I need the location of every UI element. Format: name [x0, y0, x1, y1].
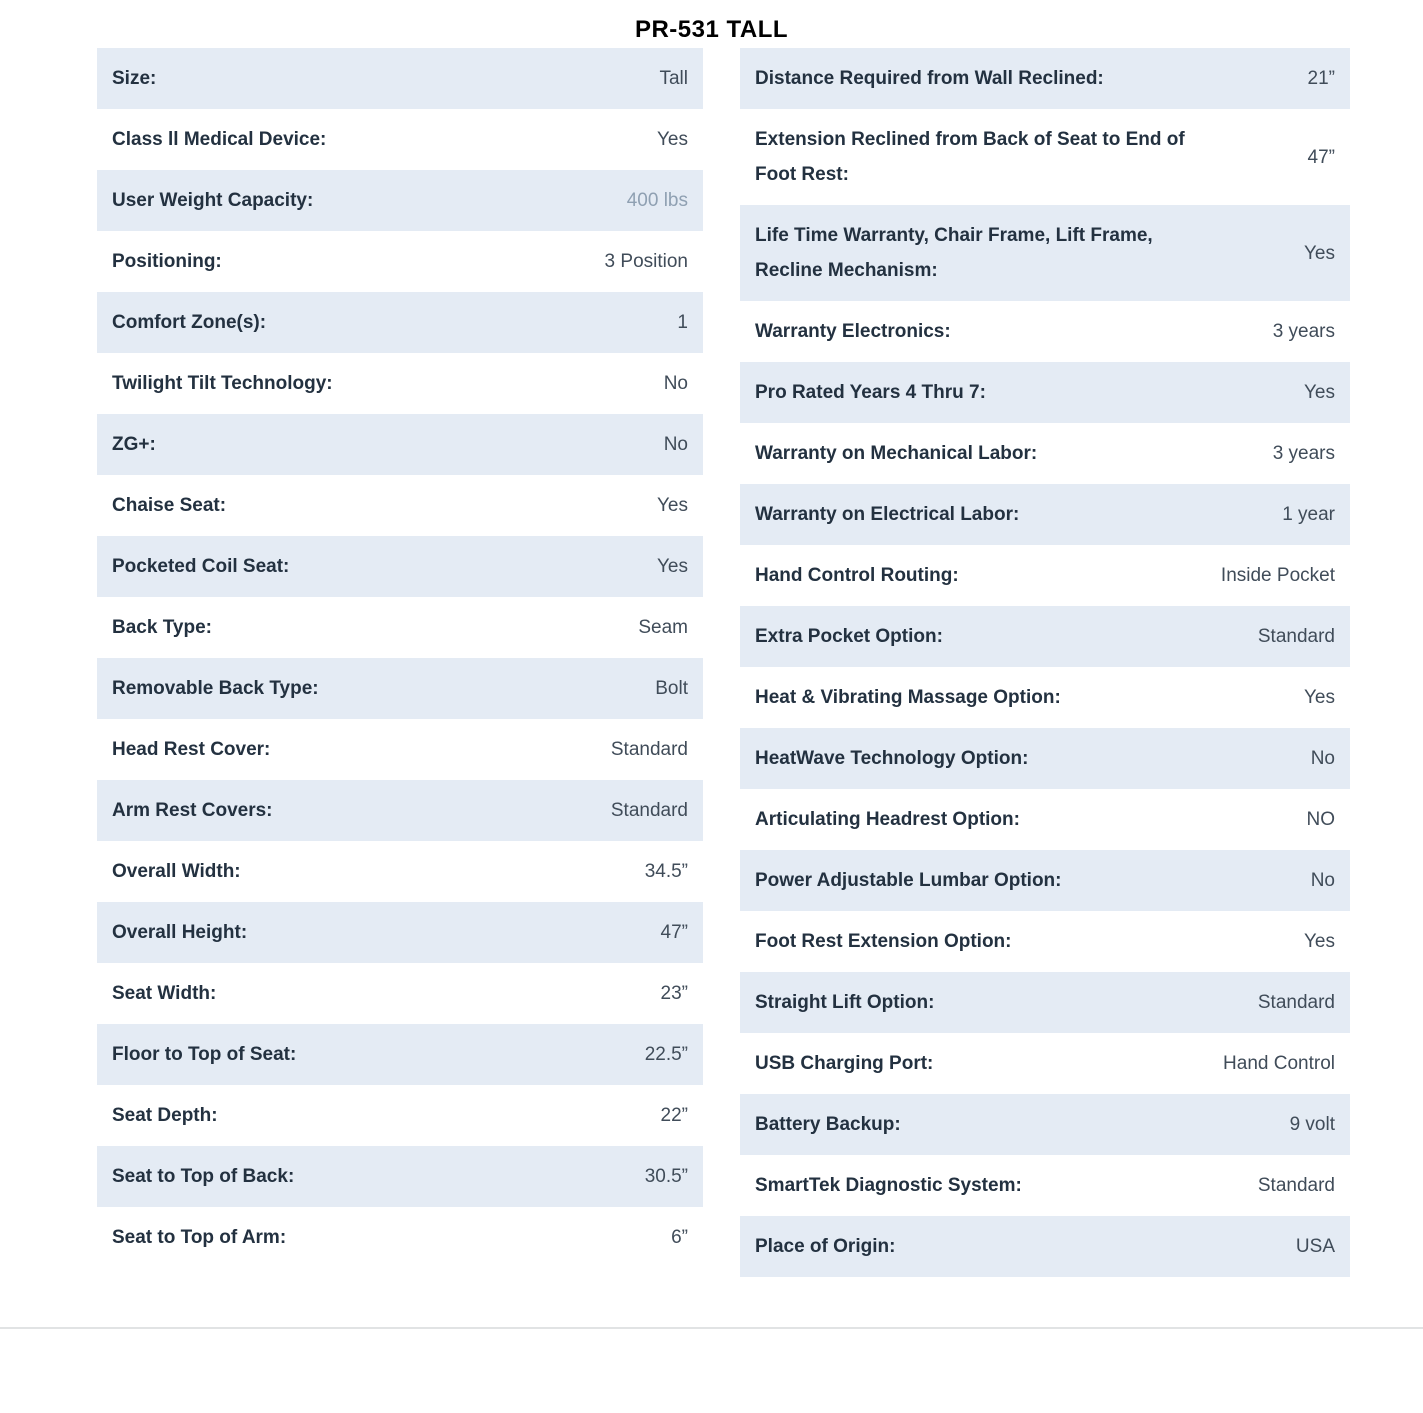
spec-row: [740, 1094, 1350, 1155]
spec-label: USB Charging Port:: [755, 1053, 934, 1074]
spec-label: Place of Origin:: [755, 1236, 896, 1257]
spec-row: [740, 789, 1350, 850]
spec-value: 6”: [671, 1227, 688, 1248]
spec-value: 23”: [660, 983, 688, 1004]
spec-value: Hand Control: [1223, 1053, 1335, 1074]
spec-value: Inside Pocket: [1220, 565, 1335, 586]
spec-label: Positioning:: [112, 251, 222, 272]
spec-row: [97, 1085, 703, 1146]
spec-row: [740, 911, 1350, 972]
spec-row: [97, 963, 703, 1024]
spec-row: [97, 1207, 703, 1268]
spec-label: Seat Depth:: [112, 1105, 218, 1126]
spec-label: Hand Control Routing:: [755, 565, 959, 586]
spec-label: Warranty on Electrical Labor:: [755, 504, 1020, 525]
spec-label: Comfort Zone(s):: [112, 312, 267, 333]
spec-row: [740, 667, 1350, 728]
spec-row: [740, 606, 1350, 667]
spec-label: Twilight Tilt Technology:: [112, 373, 333, 394]
spec-row: [740, 205, 1350, 301]
spec-label: Straight Lift Option:: [755, 992, 935, 1013]
spec-label: Extension Reclined from Back of Seat to End of Foot Rest:: [755, 129, 1185, 185]
spec-row: [740, 48, 1350, 109]
spec-row: [97, 48, 703, 109]
spec-value: Yes: [1304, 242, 1335, 264]
spec-value: 34.5”: [644, 861, 688, 882]
spec-label: Removable Back Type:: [112, 678, 319, 699]
spec-value: 3 years: [1272, 321, 1335, 342]
spec-row: [740, 972, 1350, 1033]
spec-value: 400 lbs: [626, 190, 688, 211]
spec-value: 47”: [1307, 146, 1335, 168]
spec-row: [740, 109, 1350, 205]
spec-value: Standard: [610, 739, 688, 760]
spec-row: [97, 475, 703, 536]
spec-row: [97, 1024, 703, 1085]
spec-value: Yes: [1304, 382, 1335, 403]
spec-label: Warranty on Mechanical Labor:: [755, 443, 1038, 464]
spec-value: 30.5”: [644, 1166, 688, 1187]
spec-row: [97, 841, 703, 902]
spec-value: Standard: [1257, 992, 1335, 1013]
spec-label: Power Adjustable Lumbar Option:: [755, 870, 1062, 891]
spec-row: [97, 109, 703, 170]
spec-label: Overall Width:: [112, 861, 241, 882]
spec-value: 47”: [660, 922, 688, 943]
spec-value: 1 year: [1282, 504, 1335, 525]
spec-label: Warranty Electronics:: [755, 321, 951, 342]
spec-label: Pro Rated Years 4 Thru 7:: [755, 382, 986, 403]
spec-label: Life Time Warranty, Chair Frame, Lift Frame, Recline Mechanism:: [755, 225, 1153, 281]
spec-label: Pocketed Coil Seat:: [112, 556, 290, 577]
spec-value: Yes: [657, 129, 688, 150]
spec-row: [740, 850, 1350, 911]
spec-label: Articulating Headrest Option:: [755, 809, 1020, 830]
spec-value: Yes: [657, 495, 688, 516]
spec-row: [740, 484, 1350, 545]
spec-label: User Weight Capacity:: [112, 190, 314, 211]
spec-label: Floor to Top of Seat:: [112, 1044, 297, 1065]
spec-row: [740, 1216, 1350, 1277]
spec-value: Standard: [1257, 626, 1335, 647]
spec-row: [740, 1033, 1350, 1094]
spec-label: Head Rest Cover:: [112, 739, 271, 760]
spec-row: [97, 780, 703, 841]
spec-label: Seat to Top of Back:: [112, 1166, 295, 1187]
spec-value: No: [663, 373, 688, 394]
spec-label: Size:: [112, 68, 157, 89]
spec-label: Extra Pocket Option:: [755, 626, 943, 647]
spec-row: [740, 362, 1350, 423]
spec-value: 3 Position: [604, 251, 688, 272]
spec-label: Seat to Top of Arm:: [112, 1227, 287, 1248]
spec-value: Tall: [659, 68, 688, 89]
spec-value: 22”: [660, 1105, 688, 1126]
spec-row: [97, 1146, 703, 1207]
spec-row: [97, 719, 703, 780]
spec-row: [97, 597, 703, 658]
spec-label: Chaise Seat:: [112, 495, 227, 516]
spec-column-left: [97, 48, 703, 1268]
spec-value: Yes: [657, 556, 688, 577]
spec-value: 3 years: [1272, 443, 1335, 464]
spec-row: [97, 170, 703, 231]
spec-value: Yes: [1304, 687, 1335, 708]
spec-row: [740, 545, 1350, 606]
spec-label: Overall Height:: [112, 922, 248, 943]
spec-value: 9 volt: [1289, 1114, 1335, 1135]
spec-column-right: [740, 48, 1350, 1277]
spec-row: [97, 414, 703, 475]
spec-row: [97, 292, 703, 353]
spec-label: Battery Backup:: [755, 1114, 901, 1135]
spec-value: Seam: [638, 617, 688, 638]
spec-value: No: [1310, 748, 1335, 769]
spec-value: 21”: [1307, 68, 1335, 89]
spec-row: [740, 423, 1350, 484]
page-title: PR-531 TALL: [634, 16, 789, 43]
bottom-divider: [0, 1327, 1423, 1329]
spec-row: [97, 536, 703, 597]
spec-row: [740, 301, 1350, 362]
spec-row: [97, 231, 703, 292]
spec-value: USA: [1295, 1236, 1335, 1257]
spec-label: Class ll Medical Device:: [112, 129, 327, 150]
spec-label: SmartTek Diagnostic System:: [755, 1175, 1022, 1196]
spec-label: Heat & Vibrating Massage Option:: [755, 687, 1061, 708]
spec-value: No: [663, 434, 688, 455]
spec-table: [0, 48, 1423, 1277]
spec-value: Standard: [1257, 1175, 1335, 1196]
spec-row: [740, 1155, 1350, 1216]
spec-label: Seat Width:: [112, 983, 217, 1004]
spec-value: Yes: [1304, 931, 1335, 952]
spec-row: [740, 728, 1350, 789]
spec-label: Back Type:: [112, 617, 212, 638]
spec-row: [97, 353, 703, 414]
spec-value: NO: [1306, 809, 1335, 830]
spec-label: HeatWave Technology Option:: [755, 748, 1029, 769]
spec-row: [97, 902, 703, 963]
spec-value: Bolt: [655, 678, 688, 699]
spec-value: Standard: [610, 800, 688, 821]
spec-label: Distance Required from Wall Reclined:: [755, 68, 1104, 89]
spec-label: Foot Rest Extension Option:: [755, 931, 1012, 952]
spec-value: 22.5”: [644, 1044, 688, 1065]
spec-value: No: [1310, 870, 1335, 891]
spec-row: [97, 658, 703, 719]
spec-label: Arm Rest Covers:: [112, 800, 273, 821]
spec-value: 1: [677, 312, 688, 333]
spec-label: ZG+:: [112, 434, 156, 455]
